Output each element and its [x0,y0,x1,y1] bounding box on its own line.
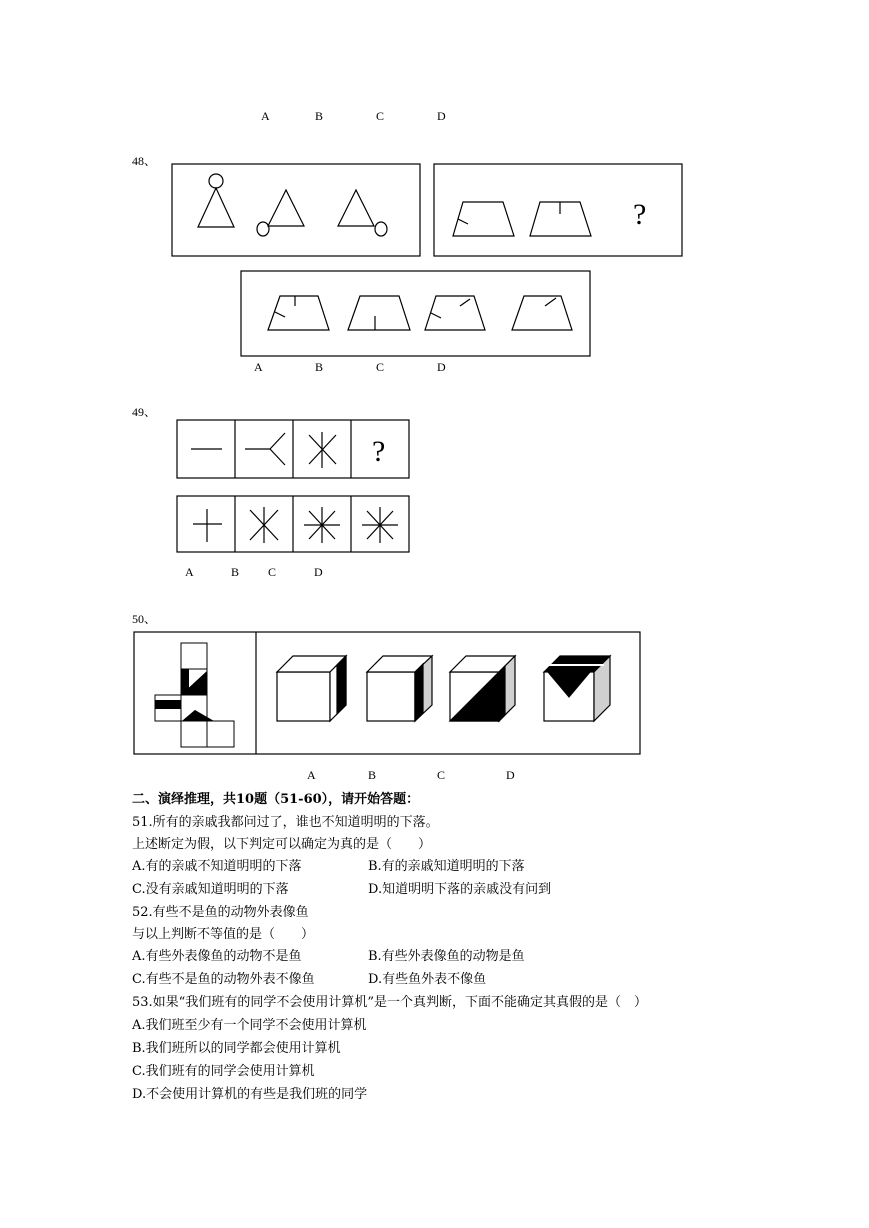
q48-option-c: C [376,360,385,374]
question-number-49: 49、 [132,405,157,419]
q53-stem: 53.如果“我们班有的同学不会使用计算机”是一个真判断，下面不能确定其真假的是（ ） [132,995,647,1010]
q48-option-a: A [254,360,263,374]
q49-option-b: B [231,565,240,579]
question-number-48: 48、 [132,154,157,168]
q51-stem: 51.所有的亲戚我都问过了，谁也不知道明明的下落。 [132,815,439,830]
q50-option-c: C [437,768,446,782]
option-label-a: A [261,109,270,123]
q53-option-d: D.不会使用计算机的有些是我们班的同学 [132,1087,368,1102]
q53-option-b: B.我们班所以的同学都会使用计算机 [132,1041,341,1056]
section-heading: 二、演绎推理，共10题（51-60），请开始答题： [132,792,420,807]
q52-option-b: B.有些外表像鱼的动物是鱼 [368,949,525,964]
q49-option-a: A [185,565,194,579]
q48-option-d: D [437,360,446,374]
q49-option-d: D [314,565,323,579]
option-label-d: D [437,109,446,123]
q53-option-c: C.我们班有的同学会使用计算机 [132,1064,315,1079]
q51-prompt: 上述断定为假，以下判定可以确定为真的是（ ） [132,837,432,852]
q51-option-c: C.没有亲戚知道明明的下落 [132,882,289,897]
q52-option-a: A.有些外表像鱼的动物不是鱼 [132,949,302,964]
q50-option-d: D [506,768,515,782]
q52-option-d: D.有些鱼外表不像鱼 [368,972,487,987]
question-number-50: 50、 [132,612,157,626]
q51-option-d: D.知道明明下落的亲戚没有问到 [368,882,552,897]
q49-question-mark: ? [372,435,386,468]
q48-question-mark: ? [633,198,647,231]
q48-option-b: B [315,360,324,374]
q52-option-c: C.有些不是鱼的动物外表不像鱼 [132,972,315,987]
q49-option-c: C [268,565,277,579]
q50-option-a: A [307,768,316,782]
option-label-c: C [376,109,385,123]
option-label-b: B [315,109,324,123]
q51-option-a: A.有的亲戚不知道明明的下落 [132,859,302,874]
q52-prompt: 与以上判断不等值的是（ ） [132,927,315,942]
q53-option-a: A.我们班至少有一个同学不会使用计算机 [132,1018,367,1033]
q50-option-b: B [368,768,377,782]
q51-option-b: B.有的亲戚知道明明的下落 [368,859,525,874]
q52-stem: 52.有些不是鱼的动物外表像鱼 [132,905,309,920]
